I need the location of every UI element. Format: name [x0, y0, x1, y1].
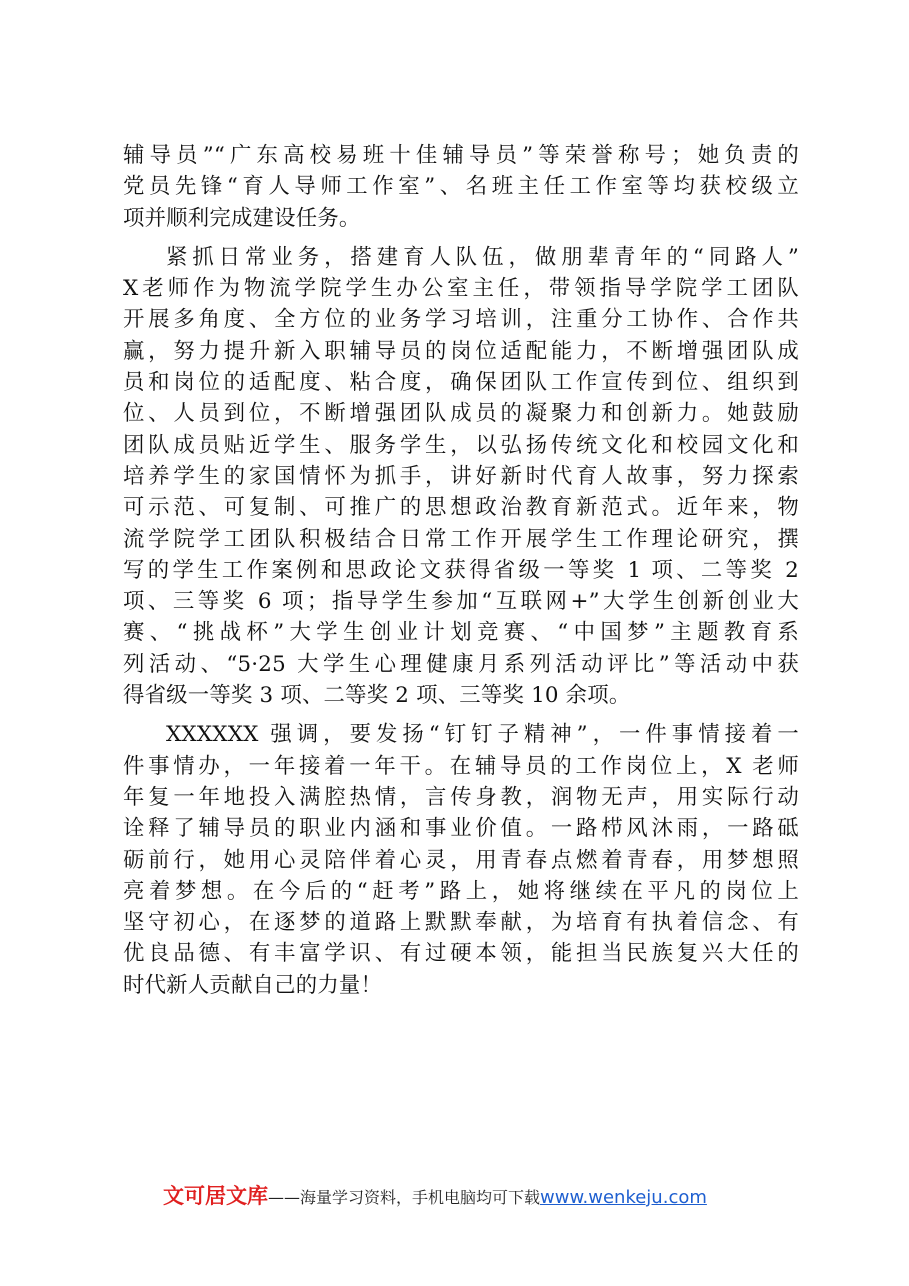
text-line: 项并顺利完成建设任务。	[123, 205, 361, 231]
text-line: 赢，努力提升新入职辅导员的岗位适配能力，不断增强团队成	[123, 338, 799, 364]
text-line: 赛、“挑战杯”大学生创业计划竞赛、“中国梦”主题教育系	[123, 620, 799, 646]
text-line: 列活动、“5·25 大学生心理健康月系列活动评比”等活动中获	[123, 651, 799, 677]
text-line: 时代新人贡献自己的力量！	[123, 972, 383, 998]
text-line: 可示范、可复制、可推广的思想政治教育新范式。近年来，物	[123, 495, 799, 521]
text-line: 项、三等奖 6 项；指导学生参加“互联网+”大学生创新创业大	[123, 589, 799, 615]
text-line: 诠释了辅导员的职业内涵和事业价值。一路栉风沐雨，一路砥	[123, 816, 799, 842]
text-line: 坚守初心，在逐梦的道路上默默奉献，为培育有执着信念、有	[123, 910, 799, 936]
text-line: 亮着梦想。在今后的“赶考”路上，她将继续在平凡的岗位上	[123, 878, 799, 904]
text-line: 位、人员到位，不断增强团队成员的凝聚力和创新力。她鼓励	[123, 401, 799, 427]
document-body	[123, 140, 799, 1001]
text-line: 培养学生的家国情怀为抓手，讲好新时代育人故事，努力探索	[123, 463, 799, 489]
text-line: 员和岗位的适配度、粘合度，确保团队工作宣传到位、组织到	[123, 370, 799, 396]
text-line: 年复一年地投入满腔热情，言传身教，润物无声，用实际行动	[123, 784, 799, 810]
text-line: 砺前行，她用心灵陪伴着心灵，用青春点燃着青春，用梦想照	[123, 847, 799, 873]
text-line: 团队成员贴近学生、服务学生，以弘扬传统文化和校园文化和	[123, 432, 799, 458]
paragraph-gap	[123, 234, 799, 242]
text-line: 得省级一等奖 3 项、二等奖 2 项、三等奖 10 余项。	[123, 683, 631, 709]
footer-banner	[163, 1179, 803, 1213]
text-line: 紧抓日常业务，搭建育人队伍，做朋辈青年的“同路人”	[166, 244, 799, 270]
paragraph-gap	[123, 711, 799, 719]
text-line: 件事情办，一年接着一年干。在辅导员的工作岗位上，X 老师	[123, 753, 799, 779]
text-line: 党员先锋“育人导师工作室”、名班主任工作室等均获校级立	[123, 174, 799, 200]
footer-brand: 文可居文库	[163, 1184, 268, 1208]
footer-slogan: 海量学习资料，手机电脑均可下载	[300, 1188, 541, 1207]
text-line: 写的学生工作案例和思政论文获得省级一等奖 1 项、二等奖 2	[123, 557, 799, 583]
text-line: XXXXXX 强调，要发扬“钉钉子精神”，一件事情接着一	[166, 722, 799, 748]
text-line: 辅导员”“广东高校易班十佳辅导员”等荣誉称号；她负责的	[123, 143, 799, 168]
footer-link[interactable]: www.wenkeju.com	[540, 1187, 707, 1208]
footer-dash: ——	[268, 1188, 300, 1207]
text-line: 优良品德、有丰富学识、有过硬本领，能担当民族复兴大任的	[123, 941, 799, 967]
text-line: 流学院学工团队积极结合日常工作开展学生工作理论研究，撰	[123, 526, 799, 552]
text-line: 开展多角度、全方位的业务学习培训，注重分工协作、合作共	[123, 307, 799, 333]
text-line: X老师作为物流学院学生办公室主任，带领指导学院学工团队	[123, 276, 799, 302]
